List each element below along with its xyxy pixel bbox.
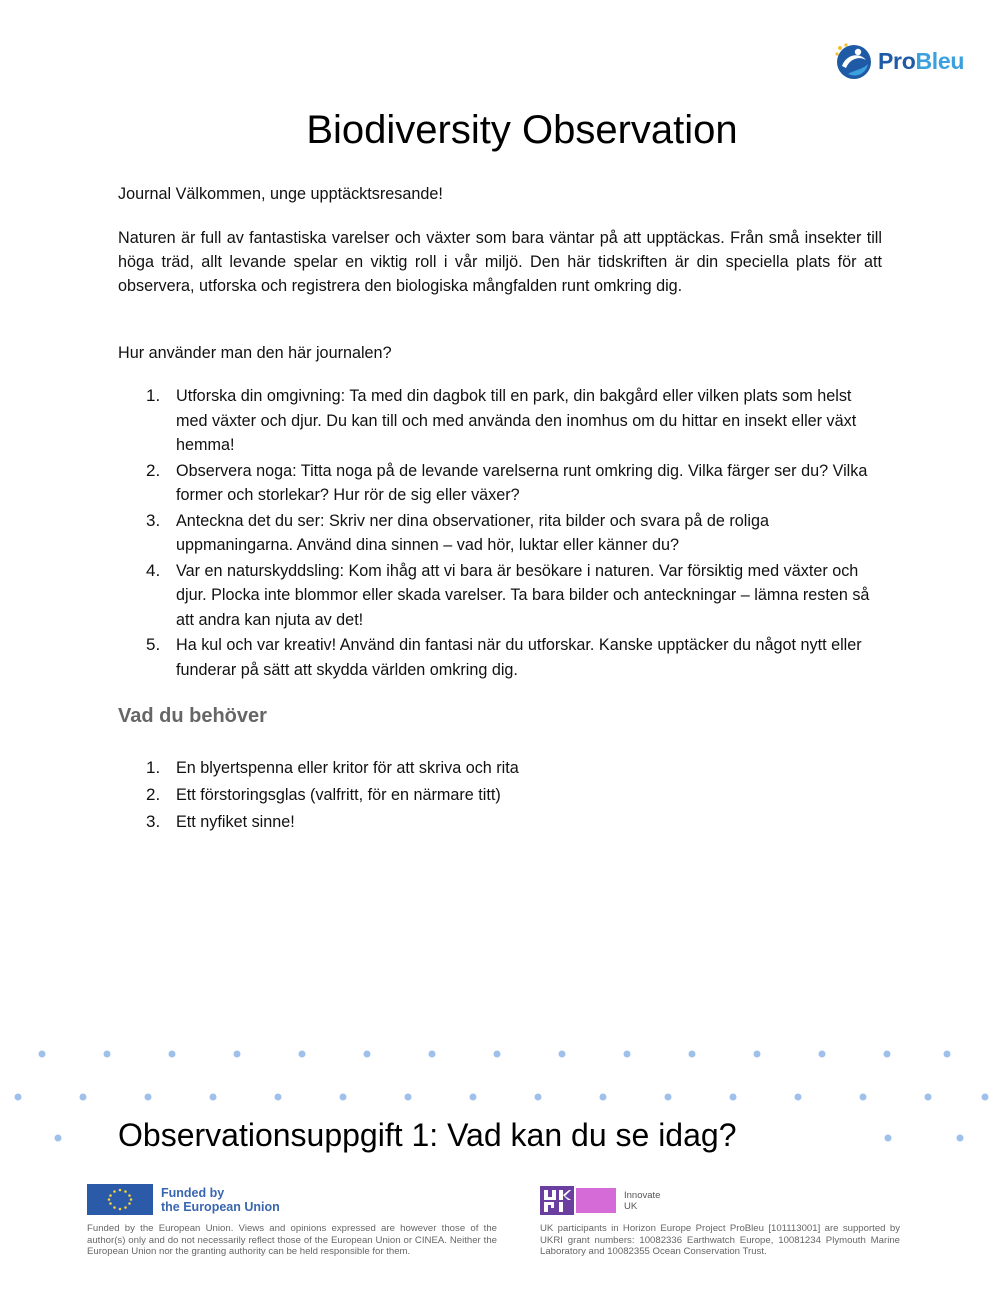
- ukri-logo-icon: [540, 1186, 616, 1215]
- steps-list: [146, 384, 886, 683]
- list-text: Observera noga: Titta noga på de levande varelserna runt omkring dig. Vilka färger ser du? Vilka former och storlekar? Hur rör de sig eller växer?: [176, 461, 868, 504]
- eu-funded-label: [161, 1186, 280, 1214]
- eu-line1: Funded by: [161, 1185, 225, 1200]
- innovate-line2: UK: [624, 1200, 638, 1212]
- list-number: 3.: [146, 812, 161, 831]
- innovate-uk-label: [624, 1190, 660, 1212]
- list-number: 4.: [146, 560, 161, 580]
- list-item: [146, 633, 886, 682]
- list-number: 2.: [146, 460, 161, 480]
- logo-text-bleu: Bleu: [915, 47, 965, 74]
- eu-disclaimer: Funded by the European Union. Views and opinions expressed are however those of the author(s) only and do not necessarily reflect those of the European Union or CINEA. Neither the European Union nor the granting authority can be held responsible for them.: [87, 1223, 497, 1257]
- list-text: Utforska din omgivning: Ta med din dagbok till en park, din bakgård eller vilken plats som helst med växter och djur. Du kan till och med använda den inomhus om du hittar en insekt eller växt hemma!: [176, 387, 857, 454]
- list-item: [146, 509, 886, 558]
- list-item: [146, 559, 886, 633]
- list-item: [146, 756, 886, 781]
- probleu-swirl-icon: [832, 40, 874, 82]
- list-text: Ett förstoringsglas (valfritt, för en närmare titt): [176, 786, 501, 804]
- list-text: Ett nyfiket sinne!: [176, 813, 295, 831]
- eu-funding-block: [87, 1184, 497, 1258]
- logo-text-pro: Pro: [878, 47, 916, 74]
- probleu-logo: [832, 38, 982, 84]
- list-item: [146, 810, 886, 835]
- needs-list: [146, 756, 886, 837]
- list-text: Ha kul och var kreativ! Använd din fantasi när du utforskar. Kanske upptäcker du något nytt eller funderar på sätt att skydda världen omkring dig.: [176, 636, 862, 679]
- ukri-funding-block: [540, 1186, 900, 1258]
- eu-flag-icon: [87, 1184, 153, 1215]
- list-number: 1.: [146, 386, 161, 405]
- list-item: [146, 459, 886, 508]
- needs-heading: Vad du behöver: [118, 705, 267, 727]
- list-number: 2.: [146, 785, 161, 804]
- task-title: Observationsuppgift 1: Vad kan du se idag?: [118, 1117, 737, 1153]
- eu-line2: the European Union: [161, 1199, 280, 1214]
- howto-heading: Hur använder man den här journalen?: [118, 344, 392, 362]
- page-title: Biodiversity Observation: [306, 108, 738, 152]
- list-item: [146, 783, 886, 808]
- intro-paragraph: Naturen är full av fantastiska varelser och växter som bara väntar på att upptäckas. Från små insekter till höga träd, allt levande spelar en viktig roll i vår miljö. Den här tidskriften är din speciella plats för att observera, utforska och registrera den biologiska mångfalden runt omkring dig.: [118, 229, 882, 295]
- intro-line: Journal Välkommen, unge upptäcktsresande!: [118, 185, 443, 203]
- list-text: En blyertspenna eller kritor för att skriva och rita: [176, 759, 519, 777]
- ukri-disclaimer: UK participants in Horizon Europe Project ProBleu [101113001] are supported by UKRI grant numbers: 10082336 Earthwatch Europe, 10081234 Plymouth Marine Laboratory and 10082355 Ocean Conservation Trust.: [540, 1223, 900, 1257]
- probleu-wordmark: [878, 48, 964, 75]
- list-number: 1.: [146, 758, 161, 777]
- list-item: [146, 384, 886, 458]
- list-number: 5.: [146, 635, 161, 654]
- list-text: Anteckna det du ser: Skriv ner dina observationer, rita bilder och svara på de roliga uppmaningarna. Använd dina sinnen – vad hör, luktar eller känner du?: [176, 511, 769, 554]
- list-number: 3.: [146, 510, 161, 530]
- list-text: Var en naturskyddsling: Kom ihåg att vi bara är besökare i naturen. Var försiktig med växter och djur. Plocka inte blommor eller skada varelser. Ta bara bilder och anteckningar – lämna resten så att andra kan njuta av det!: [176, 561, 870, 629]
- innovate-line1: Innovate: [624, 1189, 661, 1201]
